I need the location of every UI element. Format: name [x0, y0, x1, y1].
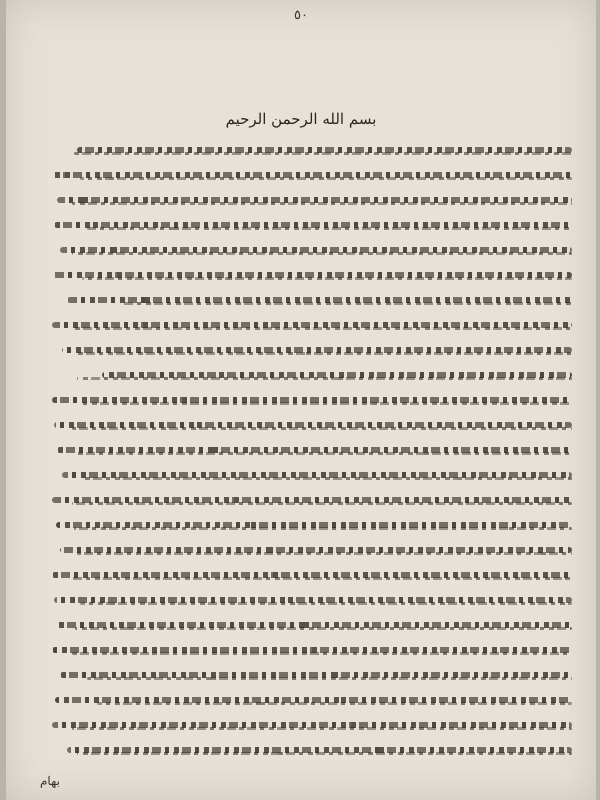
- ink-stroke: [87, 227, 572, 230]
- handwritten-line: [52, 663, 572, 689]
- handwritten-line: [52, 713, 572, 739]
- ink-stroke: [82, 277, 572, 280]
- handwritten-line: [52, 513, 572, 539]
- ink-stroke: [74, 152, 572, 155]
- manuscript-page: [6, 0, 596, 800]
- ink-stroke: [80, 602, 572, 605]
- handwritten-line: [52, 413, 572, 439]
- ink-stroke: [82, 402, 572, 405]
- handwritten-line: [52, 388, 572, 414]
- handwritten-line: [52, 638, 572, 664]
- handwritten-line: [52, 463, 572, 489]
- page-number: ٥٠: [294, 8, 308, 23]
- handwritten-line: [52, 288, 572, 314]
- ink-stroke: [122, 302, 572, 305]
- ink-stroke: [80, 177, 572, 180]
- ink-stroke: [87, 677, 572, 680]
- ink-stroke: [72, 727, 572, 730]
- handwritten-line: [52, 363, 572, 389]
- ink-stroke: [72, 327, 572, 330]
- ink-stroke: [77, 552, 572, 555]
- handwritten-line: [52, 238, 572, 264]
- handwritten-line: [52, 313, 572, 339]
- ink-stroke: [72, 202, 572, 205]
- basmala-heading: بسم الله الرحمن الرحيم: [225, 110, 377, 128]
- handwritten-line: [52, 538, 572, 564]
- ink-stroke: [74, 527, 572, 530]
- ink-stroke: [74, 352, 572, 355]
- handwritten-line: [52, 613, 572, 639]
- handwritten-line: [52, 213, 572, 239]
- ink-stroke: [72, 427, 572, 430]
- ink-stroke: [76, 452, 572, 455]
- handwritten-line: [52, 138, 572, 164]
- handwritten-line: [52, 688, 572, 714]
- catchword: بهام: [40, 774, 60, 788]
- handwritten-line: [52, 438, 572, 464]
- handwritten-line: [52, 488, 572, 514]
- ink-stroke: [72, 577, 572, 580]
- handwritten-line: [52, 263, 572, 289]
- ink-stroke: [77, 377, 572, 380]
- handwritten-line: [52, 738, 572, 764]
- ink-stroke: [72, 252, 572, 255]
- ink-stroke: [80, 477, 572, 480]
- ink-stroke: [77, 752, 572, 755]
- handwritten-line: [52, 588, 572, 614]
- ink-stroke: [72, 502, 572, 505]
- handwritten-text-block: [52, 138, 572, 758]
- handwritten-line: [52, 163, 572, 189]
- ink-stroke: [72, 652, 572, 655]
- handwritten-line: [52, 188, 572, 214]
- ink-stroke: [75, 627, 572, 630]
- handwritten-line: [52, 563, 572, 589]
- ink-stroke: [97, 702, 572, 705]
- handwritten-line: [52, 338, 572, 364]
